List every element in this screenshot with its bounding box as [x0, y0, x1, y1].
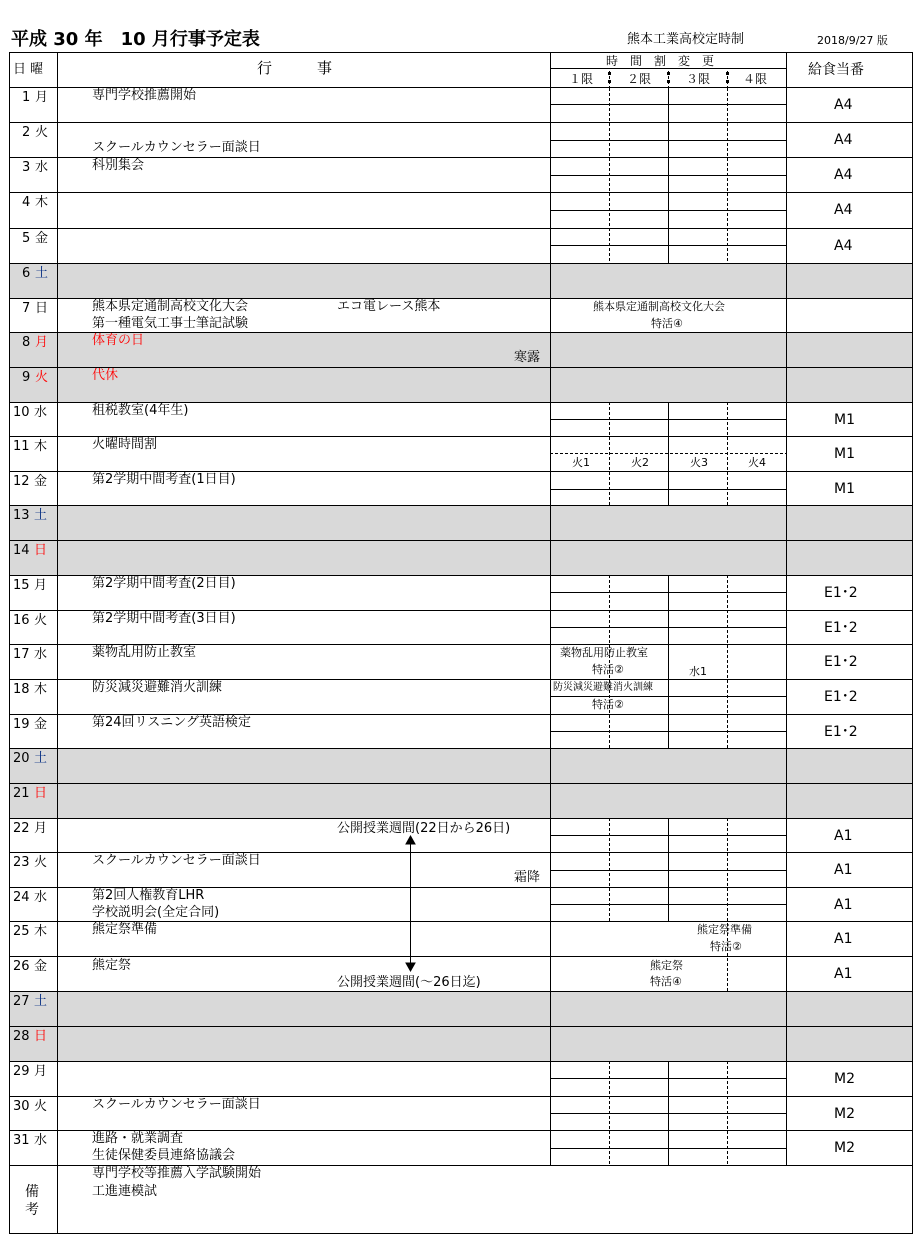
timetable-note: 特活④: [650, 975, 682, 988]
lunch-duty: A4: [834, 97, 853, 113]
timetable-note: 特活②: [710, 940, 742, 953]
event-text: 熊定祭準備: [92, 922, 158, 937]
weekday: 土: [34, 508, 48, 523]
event-text: 代休: [92, 368, 119, 383]
day-number: 6: [22, 266, 31, 281]
weekday: 土: [35, 266, 49, 281]
remarks-label: 備: [25, 1184, 39, 1200]
weekday: 金: [34, 474, 48, 489]
event-text: 熊定祭: [92, 958, 132, 973]
lunch-duty: A4: [834, 167, 853, 183]
day-number: 14: [13, 543, 30, 558]
weekday: 木: [34, 439, 48, 454]
timetable-note: 火4: [748, 456, 766, 469]
lunch-duty: A4: [834, 238, 853, 254]
timetable-note: 特活②: [592, 663, 624, 676]
event-text: 租税教室(4年生): [92, 403, 189, 418]
event-text: エコ電レース熊本: [337, 299, 441, 314]
day-number: 24: [13, 890, 30, 905]
weekday: 水: [34, 647, 48, 662]
day-number: 11: [13, 439, 30, 454]
day-number: 16: [13, 613, 30, 628]
day-number: 19: [13, 717, 30, 732]
weekday: 水: [34, 1133, 48, 1148]
timetable-note: 熊定祭準備: [697, 923, 752, 936]
event-text: 霜降: [514, 870, 541, 885]
day-number: 3: [22, 160, 31, 175]
timetable-note: 水1: [689, 665, 707, 678]
timetable-note: 薬物乱用防止教室: [560, 646, 648, 659]
lunch-duty: M1: [834, 481, 855, 497]
day-number: 30: [13, 1099, 30, 1114]
weekday: 金: [34, 717, 48, 732]
lunch-duty: M2: [834, 1106, 855, 1122]
event-text: 体育の日: [92, 333, 145, 348]
timetable-note: 火2: [631, 456, 649, 469]
day-number: 21: [13, 786, 30, 801]
col-timetable-header: 時 間 割 変 更: [606, 54, 715, 68]
event-text: 第2回人権教育LHR: [92, 888, 205, 903]
weekday: 火: [34, 613, 48, 628]
event-text: スクールカウンセラー面談日: [92, 1097, 261, 1112]
event-text: 第2学期中間考査(2日目): [92, 576, 236, 591]
day-number: 25: [13, 924, 30, 939]
remarks-label: 考: [25, 1202, 39, 1218]
event-text: 学校説明会(全定合同): [92, 905, 220, 920]
day-number: 26: [13, 959, 30, 974]
day-number: 23: [13, 855, 30, 870]
event-text: 進路・就業調査: [92, 1131, 184, 1146]
timetable-note: 熊本県定通制高校文化大会: [593, 300, 725, 313]
day-number: 17: [13, 647, 30, 662]
lunch-duty: A4: [834, 202, 853, 218]
weekday: 月: [34, 821, 48, 836]
weekday: 土: [34, 751, 48, 766]
lunch-duty: M1: [834, 412, 855, 428]
event-text: 寒露: [514, 350, 541, 365]
lunch-duty: E1･2: [824, 620, 858, 636]
weekday: 水: [34, 890, 48, 905]
timetable-note: 火1: [572, 456, 590, 469]
timetable-note: 特活④: [651, 317, 683, 330]
period-header: ２限: [627, 72, 652, 86]
day-number: 4: [22, 195, 31, 210]
lunch-duty: A1: [834, 897, 853, 913]
day-number: 7: [22, 301, 31, 316]
weekday: 木: [34, 682, 48, 697]
event-text: 薬物乱用防止教室: [92, 645, 197, 660]
weekday: 月: [34, 1064, 48, 1079]
timetable-note: 特活②: [592, 698, 624, 711]
event-text: 第2学期中間考査(3日目): [92, 611, 236, 626]
lunch-duty: M1: [834, 446, 855, 462]
weekday: 日: [34, 1029, 48, 1044]
period-header: ３限: [686, 72, 711, 86]
timetable-note: 熊定祭: [650, 959, 683, 972]
day-number: 8: [22, 335, 31, 350]
weekday: 金: [35, 231, 49, 246]
lunch-duty: M2: [834, 1071, 855, 1087]
lunch-duty: E1･2: [824, 585, 858, 601]
day-number: 15: [13, 578, 30, 593]
event-text: 生徒保健委員連絡協議会: [92, 1148, 236, 1163]
event-text: 防災減災避難消火訓練: [92, 680, 223, 695]
event-text: 熊本県定通制高校文化大会: [92, 299, 249, 314]
weekday: 火: [35, 370, 49, 385]
lunch-duty: E1･2: [824, 724, 858, 740]
weekday: 木: [35, 195, 49, 210]
day-number: 10: [13, 405, 30, 420]
weekday: 火: [34, 1099, 48, 1114]
weekday: 日: [35, 301, 49, 316]
school-name: 熊本工業高校定時制: [627, 32, 745, 47]
lunch-duty: A1: [834, 828, 853, 844]
weekday: 火: [34, 855, 48, 870]
page-title: 平成 30 年 10 月行事予定表: [11, 29, 260, 50]
day-number: 1: [22, 90, 31, 105]
day-number: 27: [13, 994, 30, 1009]
lunch-duty: E1･2: [824, 654, 858, 670]
weekday: 水: [35, 160, 49, 175]
day-number: 12: [13, 474, 30, 489]
day-number: 28: [13, 1029, 30, 1044]
weekday: 月: [35, 335, 49, 350]
lunch-duty: A1: [834, 862, 853, 878]
day-number: 31: [13, 1133, 30, 1148]
lunch-duty: A4: [834, 132, 853, 148]
day-number: 22: [13, 821, 30, 836]
day-number: 13: [13, 508, 30, 523]
lunch-duty: A1: [834, 966, 853, 982]
remarks-line: 専門学校等推薦入学試験開始: [92, 1166, 262, 1181]
lunch-duty: M2: [834, 1140, 855, 1156]
col-lunch-header: 給食当番: [808, 62, 864, 78]
remarks-line: 工進連模試: [92, 1184, 158, 1199]
period-header: ４限: [743, 72, 768, 86]
period-header: １限: [569, 72, 594, 86]
event-text: 第一種電気工事士筆記試験: [92, 316, 249, 331]
weekday: 土: [34, 994, 48, 1009]
col-events-header: 行 事: [257, 59, 333, 77]
version-label: 2018/9/27 版: [817, 34, 888, 47]
weekday: 日: [34, 543, 48, 558]
day-number: 2: [22, 125, 31, 140]
col-day-header: 日 曜: [13, 62, 44, 77]
event-text: 第24回リスニング英語検定: [92, 715, 252, 730]
event-text: 公開授業週間(～26日迄): [337, 975, 481, 990]
weekday: 金: [34, 959, 48, 974]
day-number: 9: [22, 370, 31, 385]
weekday: 火: [35, 125, 49, 140]
weekday: 木: [34, 924, 48, 939]
weekday: 水: [34, 405, 48, 420]
lunch-duty: E1･2: [824, 689, 858, 705]
event-text: スクールカウンセラー面談日: [92, 853, 261, 868]
day-number: 29: [13, 1064, 30, 1079]
event-text: 第2学期中間考査(1日目): [92, 472, 236, 487]
timetable-note: 防災減災避難消火訓練: [553, 682, 653, 693]
weekday: 月: [35, 90, 49, 105]
event-text: 火曜時間割: [92, 437, 158, 452]
event-text: 専門学校推薦開始: [92, 88, 197, 103]
weekday: 日: [34, 786, 48, 801]
lunch-duty: A1: [834, 931, 853, 947]
day-number: 20: [13, 751, 30, 766]
event-text: 公開授業週間(22日から26日): [337, 821, 511, 836]
day-number: 5: [22, 231, 31, 246]
timetable-note: 火3: [690, 456, 708, 469]
day-number: 18: [13, 682, 30, 697]
event-text: スクールカウンセラー面談日: [92, 140, 261, 155]
weekday: 月: [34, 578, 48, 593]
event-text: 科別集会: [92, 158, 145, 173]
